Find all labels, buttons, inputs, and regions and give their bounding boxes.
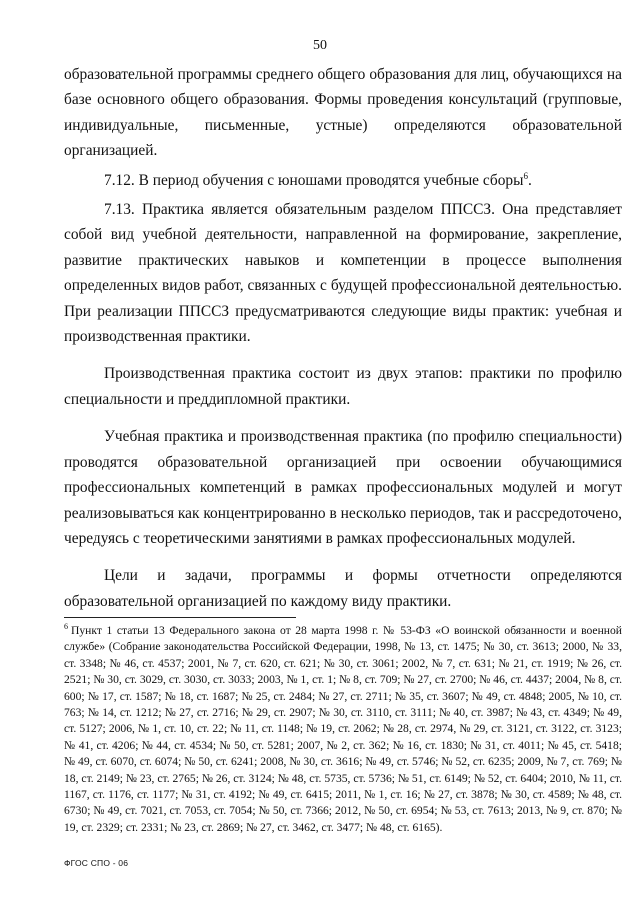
paragraph-educational-practice: Учебная практика и производственная практика (по профилю специальности) проводятся образовательной организацией при освоении обучающимися профессиональных компетенций в рамках профессиональных модулей и могут реализовываться как концентрированно в несколько периодов, так и рассредоточено, чередуясь с теоретическими занятиями в рамках профессиональных модулей. (64, 428, 622, 547)
footnote-mark: 6 (64, 622, 68, 632)
document-code: ФГОС СПО - 06 (64, 858, 129, 868)
footnote (64, 623, 622, 836)
paragraph-practice: 7.13. Практика является обязательным разделом ППССЗ. Она представляет собой вид учебной деятельности, направленной на формирование, закрепление, развитие практических навыков и компетенции в процессе выполнения определенных видов работ, связанных с будущей профессиональной деятельностью. При реализации ППССЗ предусматриваются следующие виды практик: учебная и производственная практики. (64, 201, 622, 346)
paragraph-training-camps-text: 7.12. В период обучения с юношами проводятся учебные сборы (104, 171, 524, 189)
paragraph-goals: Цели и задачи, программы и формы отчетности определяются образовательной организацией по каждому виду практики. (64, 567, 622, 610)
paragraph-training-camps-end: . (527, 171, 532, 189)
footnote-divider (64, 617, 296, 618)
page-number: 50 (313, 38, 327, 53)
footnote-text: Пункт 1 статьи 13 Федерального закона от 28 марта 1998 г. № 53-ФЗ «О воинской обязанности и военной службе» (Собрание законодательства Российской Федерации, 1998, № 13, ст. 1475; № 30, ст. 3613; 2000, № 33, ст. 3348; № 46, ст. 4537; 2001, № 7, ст. 620, ст. 621; № 30, ст. 3061; 2002, № 7, ст. 631; № 21, ст. 1919; № 26, ст. 2521; № 30, ст. 3029, ст. 3030, ст. 3033; 2003, № 1, ст. 1; № 8, ст. 709; № 27, ст. 2700; № 46, ст. 4437; 2004, № 8, ст. 600; № 17, ст. 1587; № 18, ст. 1687; № 25, ст. 2484; № 27, ст. 2711; № 35, ст. 3607; № 49, ст. 4848; 2005, № 10, ст. 763; № 14, ст. 1212; № 27, ст. 2716; № 29, ст. 2907; № 30, ст. 3110, ст. 3111; № 40, ст. 3987; № 43, ст. 4349; № 49, ст. 5127; 2006, № 1, ст. 10, ст. 22; № 11, ст. 1148; № 19, ст. 2062; № 28, ст. 2974, № 29, ст. 3121, ст. 3122, ст. 3123; № 41, ст. 4206; № 44, ст. 4534; № 50, ст. 5281; 2007, № 2, ст. 362; № 16, ст. 1830; № 31, ст. 4011; № 45, ст. 5418; № 49, ст. 6070, ст. 6074; № 50, ст. 6241; 2008, № 30, ст. 3616; № 49, ст. 5746; № 52, ст. 6235; 2009, № 7, ст. 769; № 18, ст. 2149; № 23, ст. 2765; № 26, ст. 3124; № 48, ст. 5735, ст. 5736; № 51, ст. 6149; № 52, ст. 6404; 2010, № 11, ст. 1167, ст. 1176, ст. 1177; № 31, ст. 4192; № 49, ст. 6415; 2011, № 1, ст. 16; № 27, ст. 3878; № 30, ст. 4589; № 48, ст. 6730; № 49, ст. 7021, ст. 7053, ст. 7054; № 50, ст. 7366; 2012, № 50, ст. 6954; № 53, ст. 7613; 2013, № 9, ст. 870; № 19, ст. 2329; ст. 2331; № 23, ст. 2869; № 27, ст. 3462, ст. 3477; № 48, ст. 6165). (64, 624, 622, 834)
paragraph-training-camps (64, 168, 622, 193)
footnote-reference: 6 (523, 170, 528, 181)
paragraph-production-practice: Производственная практика состоит из двух этапов: практики по профилю специальности и преддипломной практики. (64, 365, 622, 408)
body-text (64, 62, 622, 614)
paragraph-consultations: образовательной программы среднего общего образования для лиц, обучающихся на базе основного общего образования. Формы проведения консультаций (групповые, индивидуальные, письменные, устные) определяются образовательной организацией. (64, 66, 622, 160)
